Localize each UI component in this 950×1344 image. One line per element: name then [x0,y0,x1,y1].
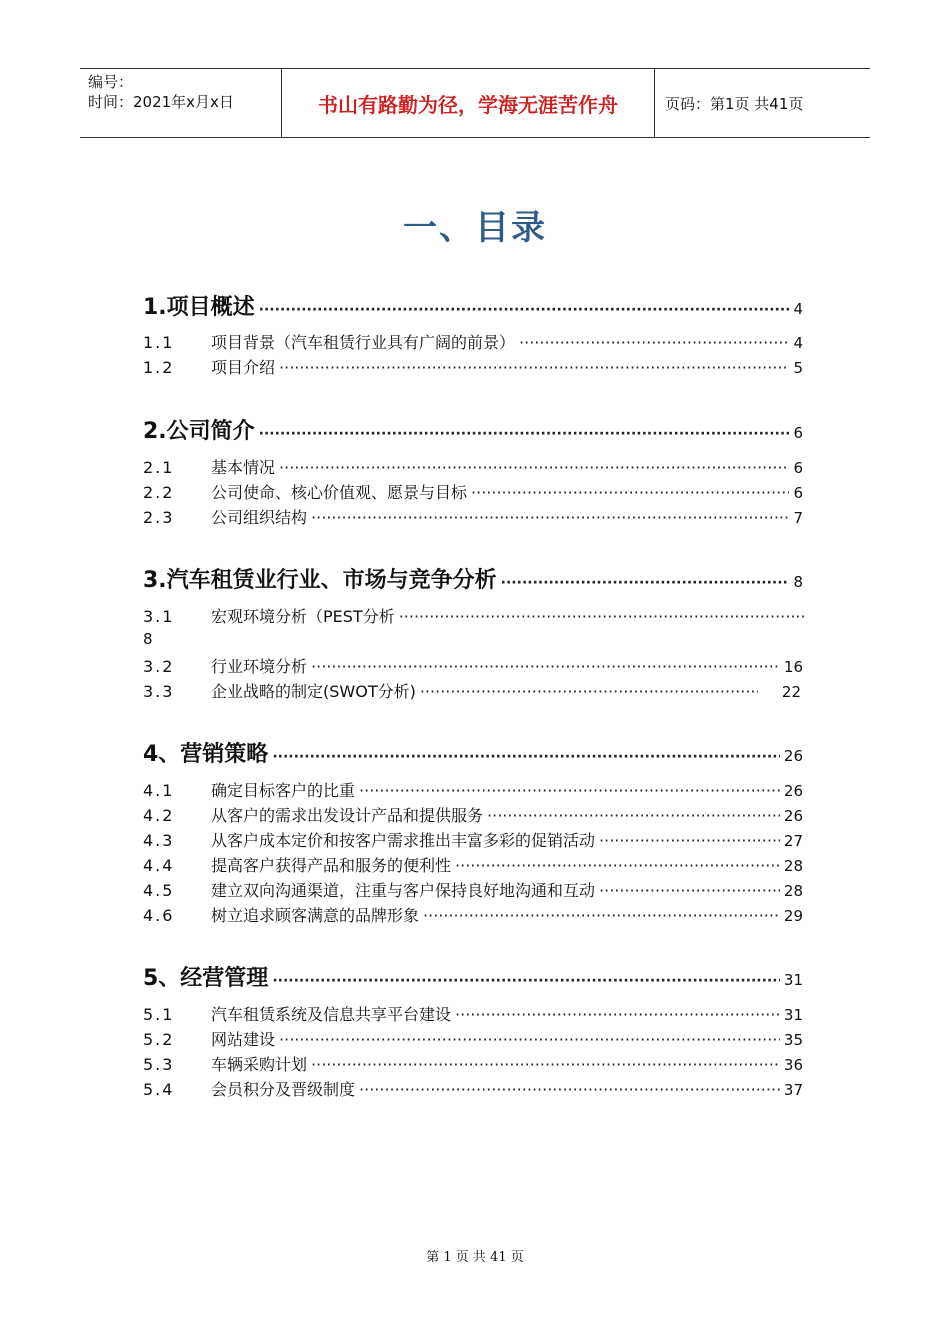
toc-section-4[interactable] [143,737,803,768]
dot-leader [259,426,790,442]
toc-page: 26 [783,807,803,825]
toc-item-3-3[interactable] [143,679,801,702]
dot-leader [455,1005,780,1024]
dot-leader [399,607,804,626]
toc-label: 基本情况 [211,458,276,477]
toc-label: 公司组织结构 [211,508,308,527]
number-label: 编号： [88,73,134,91]
toc-section-2[interactable] [143,414,803,445]
toc-page: 6 [793,459,803,477]
toc-number: 4.5 [143,881,175,900]
toc-item-2-1[interactable] [143,455,803,478]
dot-leader [279,358,789,377]
dot-leader [487,806,780,825]
toc-page: 8 [793,573,803,591]
toc-label: 车辆采购计划 [211,1055,308,1074]
dot-leader [423,906,780,925]
toc-label: 汽车租赁系统及信息共享平台建设 [211,1005,452,1024]
dot-leader [599,831,780,850]
toc-page: 22 [781,683,801,701]
toc-page: 31 [783,1006,803,1024]
toc-page: 4 [793,334,803,352]
toc-label: 2.公司简介 [143,419,255,444]
toc-label: 网站建设 [211,1030,276,1049]
toc-label: 会员积分及晋级制度 [211,1080,356,1099]
page-title: 一、目录 [403,208,547,248]
toc-label: 5、经营管理 [143,966,269,991]
dot-leader [519,333,789,352]
toc-number: 1.1 [143,333,175,352]
dot-leader [455,856,780,875]
toc-number: 5.3 [143,1055,175,1074]
toc-label: 1.项目概述 [143,295,255,320]
toc-label: 行业环境分析 [211,657,308,676]
toc-item-4-3[interactable] [143,828,803,851]
dot-leader [359,1080,780,1099]
dot-leader [501,575,790,591]
toc-page: 4 [793,300,803,318]
dot-leader [279,458,789,477]
dot-leader [359,781,780,800]
dot-leader [311,657,780,676]
header-motto: 书山有路勤为径，学海无涯苦作舟 [282,69,655,137]
toc-number: 2.2 [143,483,175,502]
toc-label: 建立双向沟通渠道，注重与客户保持良好地沟通和互动 [211,881,596,900]
toc-page: 26 [783,747,803,765]
toc-number: 3.1 [143,607,175,626]
toc-number: 5.1 [143,1005,175,1024]
toc-page: 28 [783,857,803,875]
dot-leader [599,881,780,900]
toc-label: 树立追求顾客满意的品牌形象 [211,906,420,925]
toc-item-2-3[interactable] [143,505,803,528]
toc-number: 3.2 [143,657,175,676]
toc-page: 7 [793,509,803,527]
dot-leader [279,1030,780,1049]
dot-leader [272,973,780,989]
toc-label: 公司使命、核心价值观、愿景与目标 [211,483,468,502]
toc-label: 项目背景（汽车租赁行业具有广阔的前景） [211,333,516,352]
toc-number: 3.3 [143,682,175,701]
toc-section-3[interactable] [143,563,803,594]
page-header [80,68,870,138]
toc-page: 28 [783,882,803,900]
toc-number: 5.4 [143,1080,175,1099]
page-footer: 第 1 页 共 41 页 [426,1250,524,1265]
toc-page: 37 [783,1081,803,1099]
toc-page: 29 [783,907,803,925]
toc-label: 4、营销策略 [143,742,269,767]
toc-label: 从客户的需求出发设计产品和提供服务 [211,806,484,825]
toc-page: 36 [783,1056,803,1074]
toc-label: 项目介绍 [211,358,276,377]
toc-item-3-2[interactable] [143,654,803,677]
time-label: 时间：2021年x月x日 [88,93,234,111]
toc-item-4-1[interactable] [143,778,803,801]
dot-leader [272,749,780,765]
toc-number: 4.2 [143,806,175,825]
toc-item-2-2[interactable] [143,480,803,503]
toc-label: 从客户成本定价和按客户需求推出丰富多彩的促销活动 [211,831,596,850]
toc-number: 1.2 [143,358,175,377]
toc-item-3-1[interactable] [143,604,808,627]
toc-page: 16 [783,658,803,676]
toc-label: 3.汽车租赁业行业、市场与竞争分析 [143,568,497,593]
toc-page-wrapped: 8 [143,630,153,648]
toc-item-1-1[interactable] [143,330,803,353]
toc-label: 提高客户获得产品和服务的便利性 [211,856,452,875]
toc-section-1[interactable] [143,290,803,321]
toc-label: 确定目标客户的比重 [211,781,356,800]
dot-leader [420,682,758,701]
header-info [80,69,282,137]
dot-leader [311,508,789,527]
dot-leader [311,1055,780,1074]
toc-number: 4.1 [143,781,175,800]
toc-item-4-5[interactable] [143,878,803,901]
toc-item-4-2[interactable] [143,803,803,826]
toc-number: 4.6 [143,906,175,925]
toc-item-4-6[interactable] [143,903,803,926]
toc-page: 6 [793,484,803,502]
toc-number: 4.4 [143,856,175,875]
toc-item-1-2[interactable] [143,355,803,378]
toc-item-5-4[interactable] [143,1077,803,1100]
toc-page: 31 [783,971,803,989]
toc-section-5[interactable] [143,961,803,992]
toc-page: 35 [783,1031,803,1049]
toc-item-5-2[interactable] [143,1027,803,1050]
toc-item-5-3[interactable] [143,1052,803,1075]
toc-page: 5 [793,359,803,377]
toc-item-5-1[interactable] [143,1002,803,1025]
toc-label: 企业战略的制定(SWOT分析) [211,682,416,701]
toc-number: 2.1 [143,458,175,477]
dot-leader [471,483,789,502]
dot-leader [259,302,790,318]
toc-number: 4.3 [143,831,175,850]
toc-page: 6 [793,424,803,442]
toc-label: 宏观环境分析（PEST分析 [211,607,395,626]
toc-number: 2.3 [143,508,175,527]
toc-number: 5.2 [143,1030,175,1049]
toc-item-4-4[interactable] [143,853,803,876]
header-page-info: 页码：第1页 共41页 [665,94,804,113]
toc-page: 26 [783,782,803,800]
toc-page: 27 [783,832,803,850]
